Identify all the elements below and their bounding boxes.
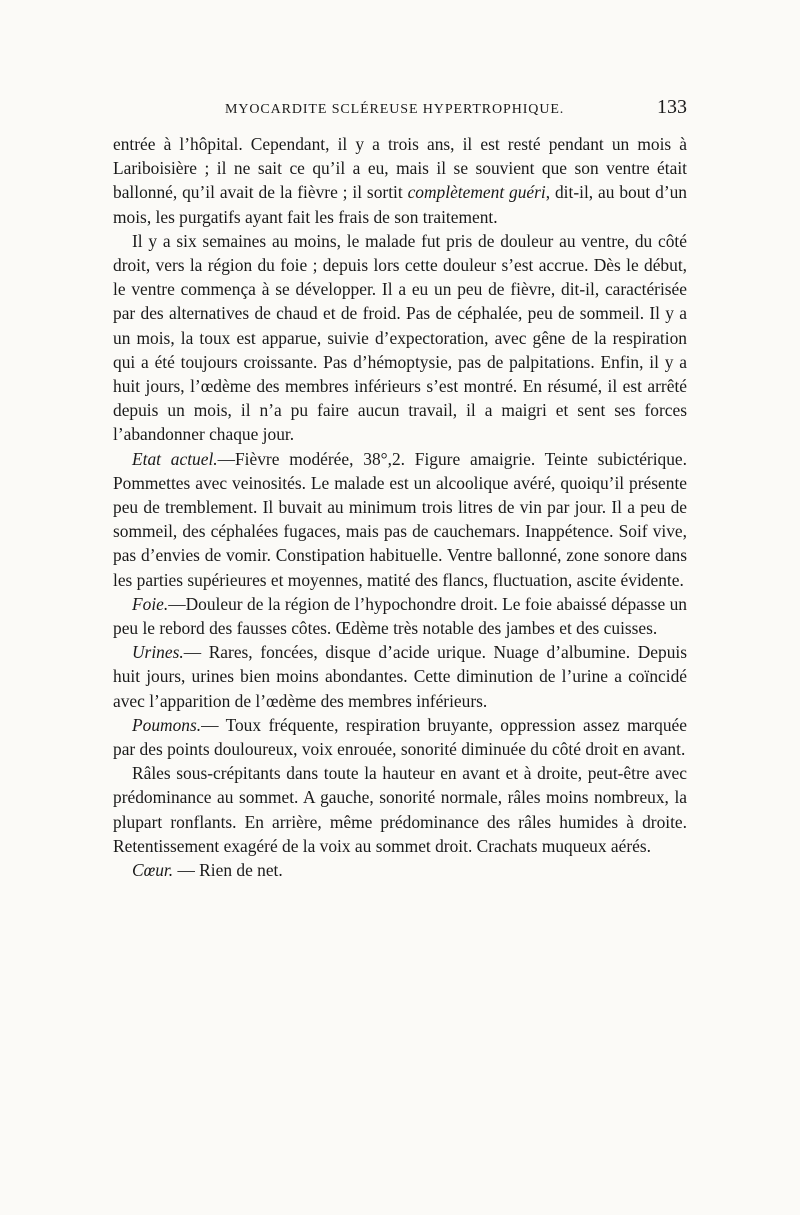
paragraph-rales — [113, 761, 687, 858]
document-page — [113, 94, 687, 882]
page-header — [113, 94, 687, 126]
paragraph-text: — Rien de net. — [173, 860, 283, 881]
paragraph-text: Il y a six semaines au moins, le malade fut pris de douleur au ventre, du côté droit, vers la région du foie ; depuis lors cette douleur s’est accrue. Dès le début, le ventre commença à se développer. Il a eu un peu de fièvre, dit-il, caractérisée par des alternatives de chaud et de froid. Pas de céphalée, peu de sommeil. Il y a un mois, la toux est apparue, suivie d’expectoration, avec gêne de la respiration qui a été toujours croissante. Pas d’hémoptysie, pas de palpitations. Enfin, il y a huit jours, l’œdème des membres inférieurs s’est montré. En résumé, il est arrêté depuis un mois, il n’a pu faire aucun travail, il a maigri et sent ses forces l’abandonner chaque jour. — [113, 230, 687, 445]
section-lead: Foie. — [132, 593, 169, 614]
paragraph-history — [113, 229, 687, 447]
paragraph-text: entrée à l’hôpital. Cependant, il y a trois ans, il est resté pendant un mois à Lariboisière ; il ne sait ce qu’il a eu, mais il se souvient que son ventre était ballonné, qu’il avait de la fièvre ; il sortit — [113, 134, 687, 203]
paragraph-coeur — [113, 858, 687, 882]
body-text — [113, 132, 687, 882]
section-lead: Urines. — [132, 642, 184, 663]
paragraph-foie — [113, 592, 687, 640]
paragraph-text: — Toux fréquente, respiration bruyante, oppression assez marquée par des points douloureux, voix enrouée, sonorité diminuée du côté droit en avant. — [113, 714, 687, 760]
paragraph-continuation — [113, 132, 687, 229]
running-title: MYOCARDITE SCLÉREUSE HYPERTROPHIQUE. — [225, 102, 565, 117]
paragraph-poumons — [113, 713, 687, 761]
section-lead: Poumons. — [132, 714, 202, 735]
paragraph-etat-actuel — [113, 447, 687, 592]
section-lead: Cœur. — [132, 860, 174, 881]
paragraph-text: — Rares, foncées, disque d’acide urique. Nuage d’albumine. Depuis huit jours, urines bien moins abondantes. Cette diminution de l’urine a coïncidé avec l’apparition de l’œdème des membres inférieurs. — [113, 642, 687, 711]
paragraph-urines — [113, 640, 687, 713]
italic-phrase: complètement guéri — [407, 182, 546, 203]
paragraph-text: —Fièvre modérée, 38°,2. Figure amaigrie. Teinte subictérique. Pommettes avec veinosités. Le malade est un alcoolique avéré, quoiqu’il présente peu de tremblement. Il buvait au minimum trois litres de vin par jour. Il a peu de sommeil, des céphalées fugaces, mais pas de cauchemars. Inappétence. Soif vive, pas d’envies de vomir. Constipation habituelle. Ventre ballonné, zone sonore dans les parties supérieures et moyennes, matité des flancs, fluctuation, ascite évidente. — [113, 448, 687, 590]
page-number: 133 — [657, 96, 687, 118]
paragraph-text-after: , dit-il, au bout d’un mois, les purgatifs ayant fait les frais de son traitement. — [113, 182, 687, 227]
paragraph-text: —Douleur de la région de l’hypochondre droit. Le foie abaissé dépasse un peu le rebord des fausses côtes. Œdème très notable des jambes et des cuisses. — [113, 593, 687, 639]
section-lead: Etat actuel. — [132, 448, 218, 469]
paragraph-text: Râles sous-crépitants dans toute la hauteur en avant et à droite, peut-être avec prédominance au sommet. A gauche, sonorité normale, râles moins nombreux, la plupart ronflants. En arrière, même prédominance des râles humides à droite. Retentissement exagéré de la voix au sommet droit. Crachats muqueux aérés. — [113, 763, 687, 856]
